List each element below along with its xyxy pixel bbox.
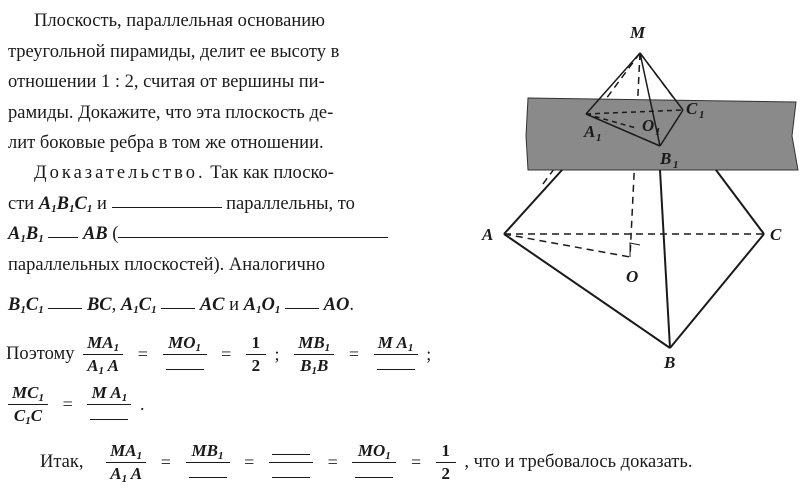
equals-sign: = xyxy=(137,344,148,364)
itak-word: Итак, xyxy=(40,452,84,472)
problem-line: отношении 1 : 2, считая от вершины пи- xyxy=(8,72,325,92)
answer-blank[interactable] xyxy=(118,223,388,238)
math-b1c1: $B_1C_1$ xyxy=(8,295,44,316)
proof-word: сти xyxy=(8,193,35,214)
equals-sign: = xyxy=(327,452,338,472)
label-c1: C xyxy=(686,99,698,118)
equals-sign: = xyxy=(410,452,422,472)
proof-word: и xyxy=(229,295,240,315)
answer-blank[interactable] xyxy=(355,465,393,478)
answer-blank[interactable] xyxy=(377,357,415,370)
proof-line-1-rest: Так как плоско- xyxy=(210,163,334,183)
proof-heading: Доказательство. xyxy=(34,163,206,183)
fraction-ma1-blank-2: M $A_1$ xyxy=(87,382,131,427)
answer-blank[interactable] xyxy=(90,407,128,420)
proof-line-3 xyxy=(8,219,458,250)
label-o1: O xyxy=(642,116,655,135)
math-a1b1: $A_1B_1$ xyxy=(8,224,44,245)
label-b: B xyxy=(664,353,676,372)
answer-blank[interactable] xyxy=(48,223,78,238)
answer-blank[interactable] xyxy=(272,465,310,478)
semicolon: ; xyxy=(426,344,432,364)
answer-blank[interactable] xyxy=(112,193,222,208)
label-a1-sub: 1 xyxy=(596,132,602,144)
equals-sign: = xyxy=(244,452,255,472)
problem-line: лит боковые ребра в том же отношении. xyxy=(8,133,324,153)
problem-text xyxy=(8,6,458,159)
answer-blank[interactable] xyxy=(285,294,319,309)
fraction-ma1-blank: M $A_1$ xyxy=(374,332,418,377)
fraction-mb1-b1b: $\frac{MB_1}{B_1B}$ xyxy=(294,332,334,377)
label-a: A xyxy=(482,225,494,244)
math-a1o1: $A_1O_1$ xyxy=(243,295,281,316)
proof-word: параллельны, то xyxy=(226,193,355,214)
edge-b-lower xyxy=(660,170,670,348)
fraction-mb1-blank: $MB_1$ xyxy=(186,440,230,485)
right-angle-mark xyxy=(630,243,640,257)
fraction-mc1-c1c: $\frac{MC_1}{C_1C}$ xyxy=(8,382,48,427)
equals-sign: = xyxy=(62,394,73,414)
edge-ab xyxy=(504,234,670,348)
equals-sign: = xyxy=(348,344,359,364)
fraction-mo1-blank-final: $MO_1$ xyxy=(352,440,396,485)
semicolon: ; xyxy=(274,344,280,364)
period: . xyxy=(140,394,145,414)
label-b1: B xyxy=(660,149,672,168)
proof-word: и xyxy=(96,193,107,214)
itak-row xyxy=(40,440,692,485)
edge-bc xyxy=(670,234,764,348)
answer-blank[interactable] xyxy=(48,294,82,309)
math-ac: AC xyxy=(199,295,225,315)
answer-blank[interactable] xyxy=(161,294,195,309)
fraction-mo1-blank: $MO_1$ xyxy=(163,332,207,377)
math-ab: AB xyxy=(82,224,108,244)
answer-blank[interactable] xyxy=(272,442,310,455)
math-ao: AO xyxy=(323,295,350,315)
math-a1c1: $A_1C_1$ xyxy=(120,295,157,316)
problem-line: треугольной пирамиды, делит ее высоту в xyxy=(8,41,340,62)
label-c1-sub: 1 xyxy=(699,109,705,121)
label-m: M xyxy=(630,23,646,42)
problem-line: рамиды. Докажите, что эта плоскость де- xyxy=(8,102,334,123)
equals-sign: = xyxy=(221,344,232,364)
label-b1-sub: 1 xyxy=(673,159,679,171)
fraction-blank-blank xyxy=(269,440,313,485)
proof-text xyxy=(8,158,458,280)
problem-line: Плоскость, параллельная основанию xyxy=(34,11,325,31)
pyramid-figure xyxy=(470,18,800,378)
answer-blank[interactable] xyxy=(189,465,227,478)
comma: , xyxy=(111,295,117,315)
paren: ( xyxy=(112,224,119,244)
fraction-ma1-a1a-final: $\frac{MA_1}{A_1 A}$ xyxy=(106,440,146,485)
label-a1: A xyxy=(584,122,596,141)
edge-c-lower xyxy=(716,170,764,234)
fraction-half-final: $\frac{1}{2}$ xyxy=(436,440,456,485)
equals-sign: = xyxy=(160,452,171,472)
proof-line-4: параллельных плоскостей). Аналогично xyxy=(8,254,325,275)
math-bc: BC xyxy=(86,295,112,315)
analogy-row xyxy=(8,294,354,316)
math-a1b1c1: $A_1B_1C_1$ xyxy=(38,193,93,215)
therefore-word: Поэтому xyxy=(6,344,75,364)
label-o: O xyxy=(626,267,639,286)
fraction-ma1-a1a: $\frac{MA_1}{A_1 A}$ xyxy=(83,332,123,377)
proof-line-1 xyxy=(8,158,458,189)
proof-line-2 xyxy=(8,189,458,220)
label-o1-sub: 1 xyxy=(655,126,661,138)
period: . xyxy=(349,295,354,315)
label-c: C xyxy=(770,225,782,244)
conclusion-text: , что и требовалось доказать. xyxy=(464,452,693,472)
mc1-row xyxy=(4,382,151,427)
edge-ao xyxy=(504,234,630,257)
answer-blank[interactable] xyxy=(166,357,204,370)
fraction-half: $\frac{1}{2}$ xyxy=(246,332,266,377)
therefore-row xyxy=(6,332,437,377)
edge-a-lower xyxy=(504,170,562,234)
